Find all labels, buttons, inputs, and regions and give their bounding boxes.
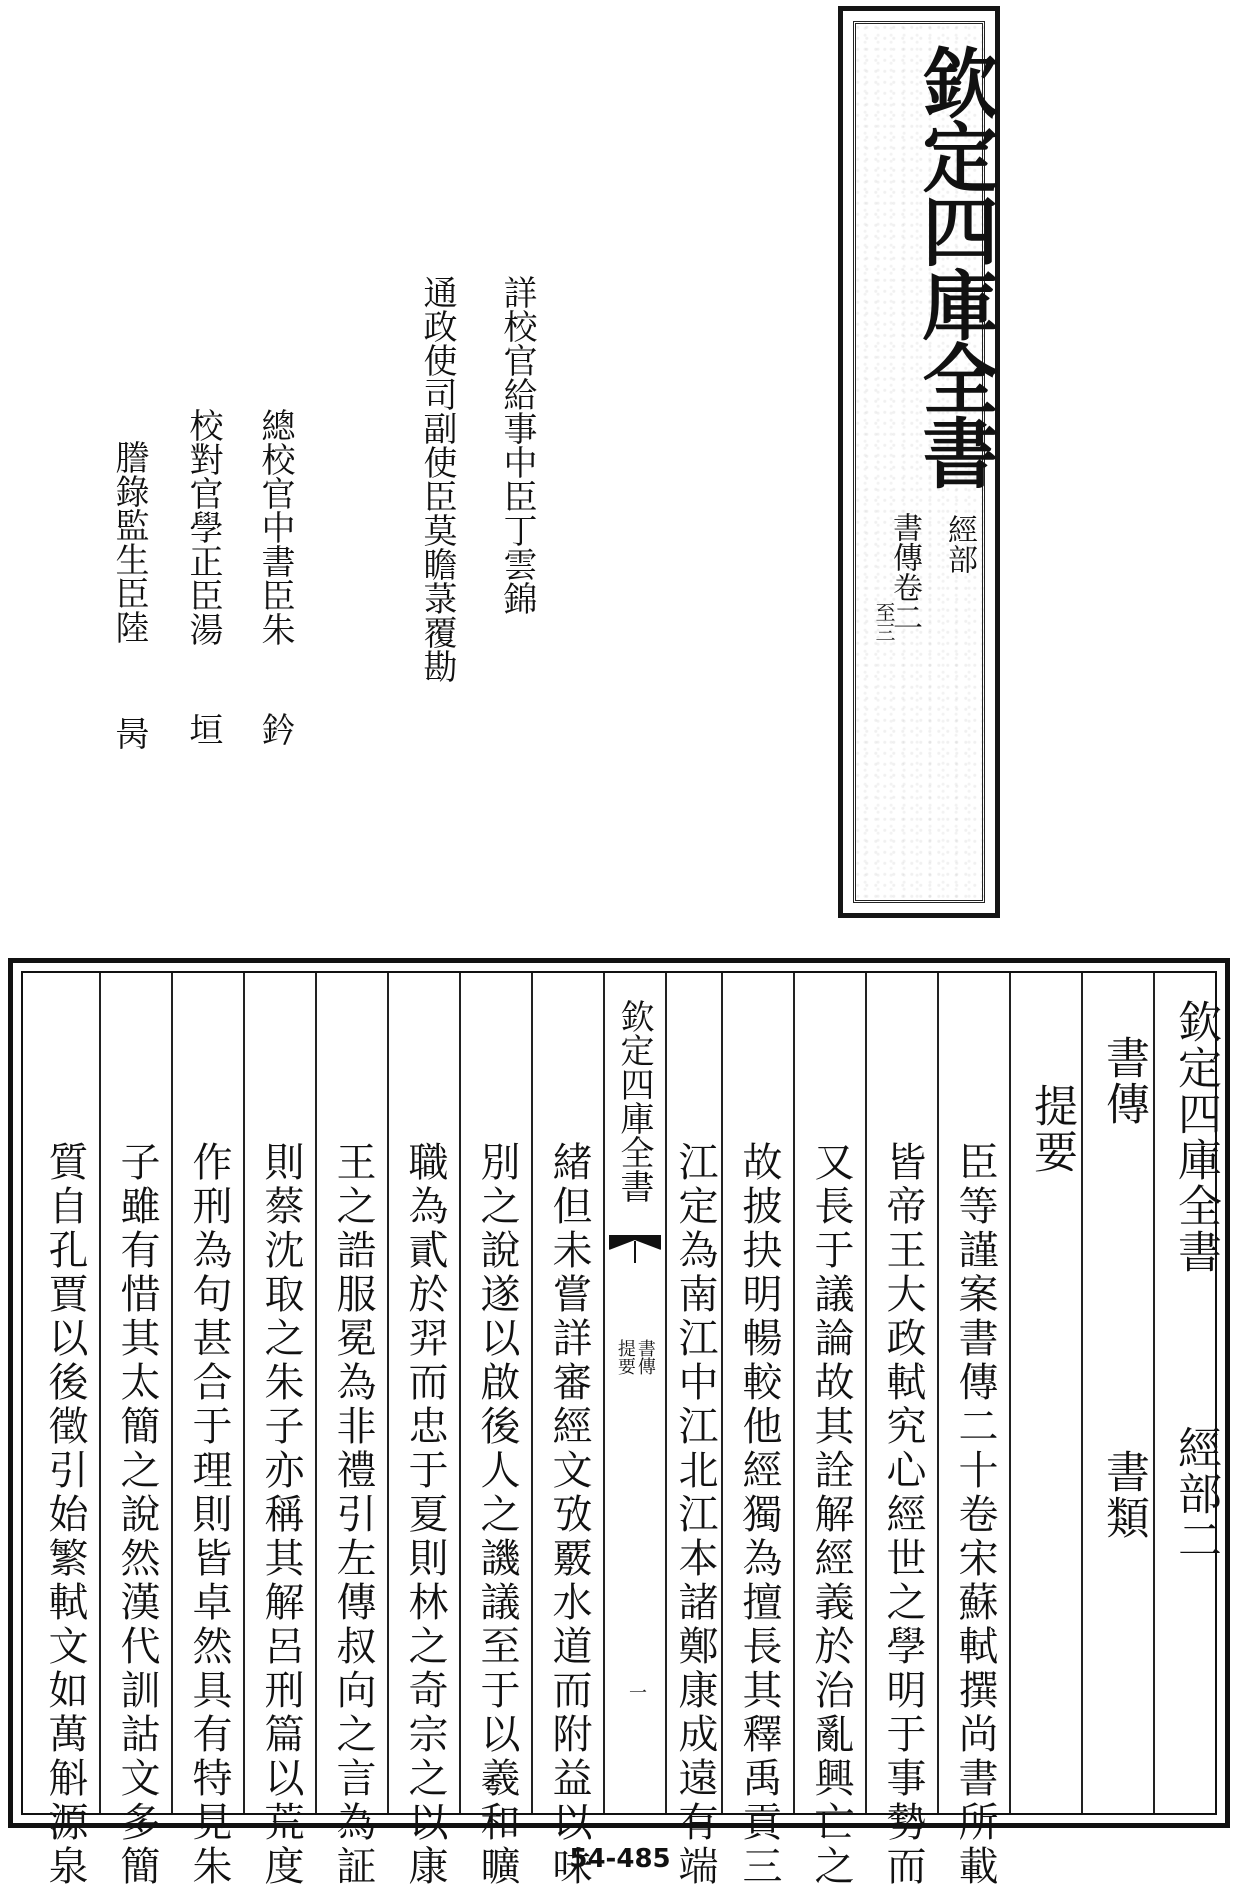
page-header-section: 經部二 (1170, 1425, 1221, 1563)
body-column: 江定為南江中江北江本諸鄭康成遠有端 (672, 1141, 718, 1889)
body-column: 職為貳於羿而忠于夏則林之奇宗之以康 (402, 1141, 448, 1889)
column-rule (387, 973, 389, 1813)
book-category: 書類 (1098, 1449, 1149, 1541)
credit-chief-collator: 總校官中書臣朱 (255, 408, 295, 646)
body-column: 則蔡沈取之朱子亦稱其解呂刑篇以荒度 (258, 1141, 304, 1889)
credit-copyist: 謄錄監生臣陸 (109, 440, 149, 644)
body-column: 王之誥服冕為非禮引左傳叔向之言為証 (330, 1141, 376, 1889)
column-rule (459, 973, 461, 1813)
column-rule (1153, 973, 1155, 1813)
cover-title: 欽定四庫全書 (910, 44, 999, 488)
cover-volume: 書傳卷二 (887, 512, 922, 632)
cover-volume-range: 至三 (872, 602, 896, 642)
body-column: 又長于議論故其詮解經義於治亂興亡之 (808, 1141, 854, 1889)
title-slip-inner-border (853, 21, 999, 903)
page-number: 54-485 (569, 1844, 671, 1874)
body-column: 質自孔賈以後徵引始繁軾文如萬斛源泉 (42, 1141, 88, 1889)
body-column: 皆帝王大政軾究心經世之學明于事勢而 (880, 1141, 926, 1889)
column-rule (315, 973, 317, 1813)
body-column: 作刑為句甚合于理則皆卓然具有特見朱 (186, 1141, 232, 1889)
page-header-title: 欽定四庫全書 (1170, 999, 1221, 1275)
book-title: 書傳 (1098, 1035, 1149, 1127)
center-strip-book: 書傳 (634, 1339, 656, 1375)
body-column: 故披抉明暢較他經獨為擅長其釋禹貢三 (736, 1141, 782, 1889)
column-rule (99, 973, 101, 1813)
column-rule (721, 973, 723, 1813)
credit-reviewer: 通政使司副使臣莫瞻菉覆勘 (417, 275, 457, 683)
body-column: 別之說遂以啟後人之譏議至于以羲和曠 (474, 1141, 520, 1889)
body-column: 臣等謹案書傳二十卷宋蘇軾撰尚書所載 (952, 1141, 998, 1889)
column-rule (243, 973, 245, 1813)
credit-collator: 校對官學正臣湯 (183, 408, 223, 646)
center-strip-title: 欽定四庫全書 (614, 999, 654, 1203)
credit-proofreader: 詳校官給事中臣丁雲錦 (497, 275, 537, 615)
column-rule (531, 973, 533, 1813)
credit-chief-collator-name: 鈐 (255, 712, 295, 746)
column-rule (937, 973, 939, 1813)
fishtail-ornament (609, 1235, 661, 1263)
credit-copyist-name: 昺 (109, 716, 149, 750)
center-fold-strip (603, 973, 667, 1813)
column-rule (793, 973, 795, 1813)
credit-collator-name: 垣 (183, 712, 223, 746)
tiyao-heading: 提要 (1026, 1083, 1077, 1175)
column-rule (1009, 973, 1011, 1813)
title-slip (838, 6, 1000, 918)
column-rule (171, 973, 173, 1813)
body-column: 子雖有惜其太簡之說然漢代訓詁文多簡 (114, 1141, 160, 1889)
center-strip-section: 提要 (614, 1339, 636, 1375)
body-column: 緒但未嘗詳審經文攷覈水道而附益以味 (546, 1141, 592, 1889)
center-strip-folio: 一 (626, 1683, 647, 1701)
cover-section: 經部 (942, 514, 977, 574)
column-rule (1081, 973, 1083, 1813)
column-rule (865, 973, 867, 1813)
